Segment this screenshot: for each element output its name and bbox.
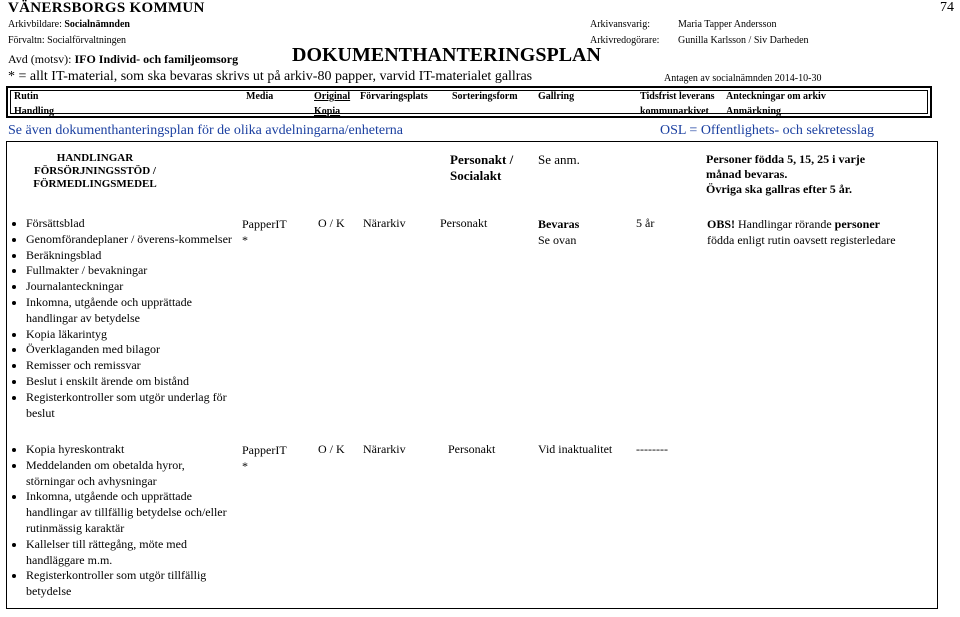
col-tidsfrist: Tidsfrist leverans: [640, 91, 715, 102]
obs-label: OBS!: [707, 217, 736, 231]
regel-line-2: månad bevaras.: [706, 167, 788, 181]
category-heading: HANDLINGAR FÖRSÖRJNINGSSTÖD / FÖRMEDLINGSMEDEL: [33, 152, 157, 190]
avd-value: IFO Individ- och familjeomsorg: [74, 52, 239, 66]
list-item: Inkomna, utgående och upprättade handlingar av tillfällig betydelse och/eller rutinmässig karaktär: [10, 489, 236, 536]
arkivansvarig-value: Maria Tapper Andersson: [678, 19, 777, 30]
list-item: Registerkontroller som utgör tillfällig betydelse: [10, 568, 236, 600]
col-anteckningar: Anteckningar om arkiv: [726, 91, 826, 102]
list-item: Inkomna, utgående och upprättade handlingar av betydelse: [10, 295, 236, 327]
arkivbildare: [8, 19, 130, 30]
col-forvaringsplats: Förvaringsplats: [360, 91, 428, 102]
arkivansvarig-label: Arkivansvarig:: [590, 19, 650, 30]
osl-note: OSL = Offentlighets- och sekretesslag: [660, 123, 874, 138]
see-also-note: Se även dokumenthanteringsplan för de olika avdelningarna/enheterna: [8, 123, 403, 138]
adoption-date: Antagen av socialnämnden 2014-10-30: [664, 73, 822, 84]
socialakt-label: Socialakt: [450, 168, 502, 183]
group1-gallring-1: Bevaras: [538, 217, 580, 231]
col-media: Media: [246, 91, 274, 102]
group2-media: [242, 442, 287, 474]
col-sorteringsform: Sorteringsform: [452, 91, 518, 102]
document-title: DOKUMENTHANTERINGSPLAN: [292, 44, 601, 66]
list-item: Journalanteckningar: [10, 279, 236, 295]
arkivredogorare-value: Gunilla Karlsson / Siv Darheden: [678, 35, 809, 46]
list-item: Remisser och remissvar: [10, 358, 236, 374]
arkivbildare-value: Socialnämnden: [64, 19, 130, 30]
kommun-name: VÄNERSBORGS KOMMUN: [8, 0, 205, 16]
se-anm: Se anm.: [538, 152, 580, 167]
column-header-box: [6, 86, 932, 118]
list-item: Överklaganden med bilagor: [10, 342, 236, 358]
col-original: Original: [314, 91, 351, 102]
personakt-heading: [450, 152, 513, 184]
list-item: Kopia hyreskontrakt: [10, 442, 236, 458]
arkivredogorare-label: Arkivredogörare:: [590, 35, 660, 46]
col-gallring: Gallring: [538, 91, 575, 102]
col-handling: Handling: [14, 106, 55, 117]
avdelning: [8, 52, 238, 67]
group2-tid: --------: [636, 442, 668, 456]
page-number: 74: [940, 0, 954, 15]
anm-text-1: Handlingar rörande: [738, 217, 832, 231]
avd-label: Avd (motsv):: [8, 52, 72, 66]
group1-star: *: [242, 233, 248, 247]
list-item: Beräkningsblad: [10, 248, 236, 264]
bevarande-regel: [706, 152, 865, 197]
list-item: Genomförandeplaner / överens-kommelser: [10, 232, 236, 248]
group1-ok: O / K: [318, 216, 345, 230]
list-item: Kopia läkarintyg: [10, 327, 236, 343]
list-item: Meddelanden om obetalda hyror, störningar och avhysningar: [10, 458, 236, 490]
regel-line-1: Personer födda 5, 15, 25 i varje: [706, 152, 866, 166]
regel-line-3: Övriga ska gallras efter 5 år.: [706, 182, 852, 196]
group2-sort: Personakt: [448, 442, 496, 456]
group2-handlingar: [10, 442, 236, 600]
group1-handlingar: [10, 216, 236, 421]
group1-media: [242, 216, 287, 248]
list-item: Kallelser till rättegång, möte med handläggare m.m.: [10, 537, 236, 569]
list-item: Försättsblad: [10, 216, 236, 232]
group1-tid: 5 år: [636, 216, 655, 230]
group1-plats: Närarkiv: [363, 216, 406, 230]
anm-text-2: födda enligt rutin oavsett registerledare: [707, 233, 896, 247]
forvaltning: Förvaltn: Socialförvaltningen: [8, 35, 127, 46]
group1-gallring-2: Se ovan: [538, 233, 577, 247]
anm-bold: personer: [834, 217, 880, 231]
group2-gallring: Vid inaktualitet: [538, 442, 613, 456]
group1-anmarkning: [707, 216, 896, 248]
it-material-note: * = allt IT-material, som ska bevaras skrivs ut på arkiv-80 papper, varvid IT-materialet gallras: [8, 69, 533, 84]
group2-plats: Närarkiv: [363, 442, 406, 456]
col-rutin: Rutin: [14, 91, 39, 102]
col-kommunarkivet: kommunarkivet: [640, 106, 709, 117]
group1-gallring: [538, 216, 579, 248]
group1-media-value: PapperIT: [242, 217, 287, 231]
arkivbildare-label: Arkivbildare:: [8, 19, 62, 30]
group2-star: *: [242, 459, 248, 473]
group2-media-value: PapperIT: [242, 443, 287, 457]
col-anmarkning: Anmärkning: [726, 106, 782, 117]
personakt-label: Personakt /: [450, 152, 514, 167]
list-item: Beslut i enskilt ärende om bistånd: [10, 374, 236, 390]
group2-ok: O / K: [318, 442, 345, 456]
group1-sort: Personakt: [440, 216, 488, 230]
col-kopia: Kopia: [314, 106, 341, 117]
list-item: Registerkontroller som utgör underlag för beslut: [10, 390, 236, 422]
list-item: Fullmakter / bevakningar: [10, 263, 236, 279]
